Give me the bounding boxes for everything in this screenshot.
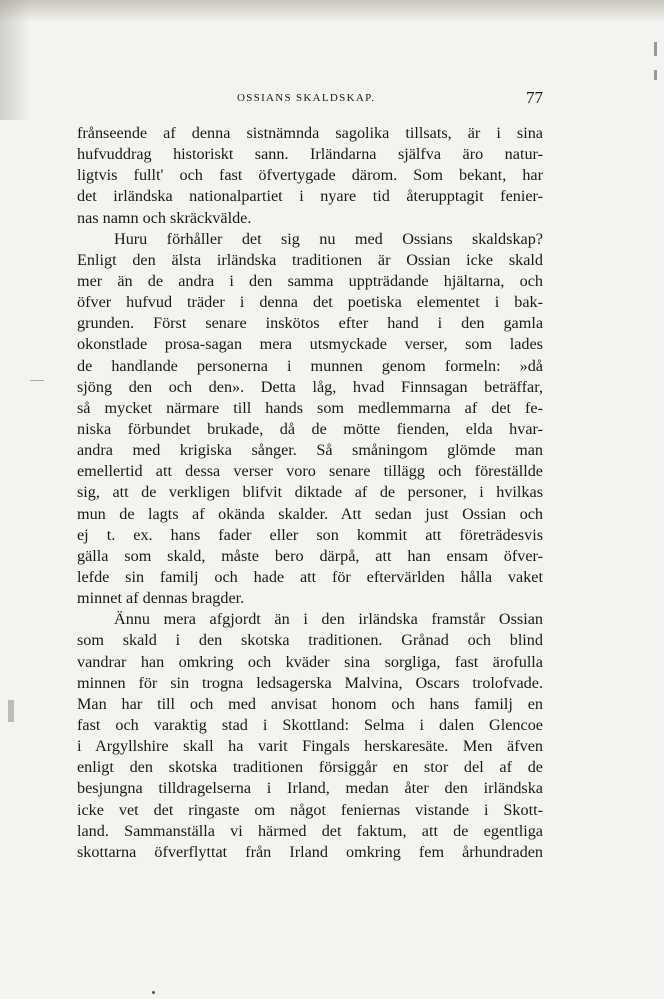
text-line: land. Sammanställa vi härmed det faktum, att de egentliga: [77, 821, 543, 840]
text-line: niska förbundet brukade, då de mötte fienden, elda hvar-: [77, 419, 543, 438]
scan-dot: [152, 991, 155, 994]
text-line: skottarna öfverflyttat från Irland omkring fem århundraden: [77, 842, 543, 861]
text-line: så mycket närmare till hands som medlemmarna af det fe-: [77, 398, 543, 417]
text-line: enligt den skotska traditionen försiggår en stor del af de: [77, 758, 543, 777]
text-line: mer än de andra i den samma uppträdande hjältarna, och: [77, 271, 543, 290]
text-line: ligtvis fullt' och fast öfvertygade därom. Som bekant, har: [77, 166, 543, 185]
text-line: besjungna tilldragelserna i Irland, medan åter den irländska: [77, 779, 543, 798]
text-line: Man har till och med anvisat honom och hans familj en: [77, 694, 543, 713]
text-line: grunden. Först senare inskötos efter hand i den gamla: [77, 314, 543, 333]
scan-mark: [30, 380, 44, 381]
text-line: hufvuddrag historiskt sann. Irländarna själfva äro natur-: [77, 145, 543, 164]
text-line: de handlande personerna i munnen genom formeln: »då: [77, 356, 543, 375]
text-line: Ännu mera afgjordt än i den irländska framstår Ossian: [114, 610, 543, 629]
page-number: 77: [526, 88, 543, 107]
text-line: minnen för sin trogna ledsagerska Malvina, Oscars trolofvade.: [77, 673, 543, 692]
text-line: Enligt den älsta irländska traditionen är Ossian icke skald: [77, 250, 543, 269]
text-line: okonstlade prosa-sagan mera utsmyckade verser, som lades: [77, 335, 543, 354]
text-line: andra med krigiska sånger. Så småningom glömde man: [77, 441, 543, 460]
text-line: ej t. ex. hans fader eller son kommit att företrädesvis: [77, 525, 543, 544]
text-line: nas namn och skräckvälde.: [77, 208, 252, 227]
text-line: frånseende af denna sistnämnda sagolika tillsats, är i sina: [77, 124, 543, 142]
text-line: det irländska nationalpartiet i nyare tid återupptagit fenier-: [77, 187, 543, 206]
text-line: som skald i den skotska traditionen. Grånad och blind: [77, 631, 543, 650]
text-line: emellertid att dessa verser voro senare tillägg och föreställde: [77, 462, 543, 481]
text-line: vandrar han omkring och kväder sina sorgliga, fast ärofulla: [77, 652, 543, 671]
text-line: i Argyllshire skall ha varit Fingals herskaresäte. Men äfven: [77, 737, 543, 756]
text-line: Huru förhåller det sig nu med Ossians skaldskap?: [114, 229, 543, 248]
text-line: öfver hufvud träder i denna det poetiska elementet i bak-: [77, 293, 543, 312]
page-header: [77, 88, 543, 112]
scan-mark: [8, 700, 14, 722]
scan-mark: [654, 42, 657, 56]
running-head: OSSIANS SKALDSKAP.: [237, 92, 376, 104]
text-line: fast och varaktig stad i Skottland: Selma i dalen Glencoe: [77, 715, 543, 734]
text-line: sjöng den och den». Detta låg, hvad Finnsagan beträffar,: [77, 377, 543, 396]
text-line: sig, att de verkligen blifvit diktade af de personer, i hvilkas: [77, 483, 543, 502]
scan-edge-top: [0, 0, 664, 22]
text-line: lefde sin familj och hade att för eftervärlden hålla vaket: [77, 567, 543, 586]
scan-edge-left: [0, 0, 30, 120]
scan-mark: [654, 70, 657, 80]
text-line: mun de lagts af okända skalder. Att sedan just Ossian och: [77, 504, 543, 523]
text-line: icke vet det ringaste om något feniernas vistande i Skott-: [77, 800, 543, 819]
text-line: gälla som skald, måste bero därpå, att han ensam öfver-: [77, 546, 543, 565]
body-text: [77, 123, 543, 863]
text-line: minnet af dennas bragder.: [77, 589, 245, 608]
